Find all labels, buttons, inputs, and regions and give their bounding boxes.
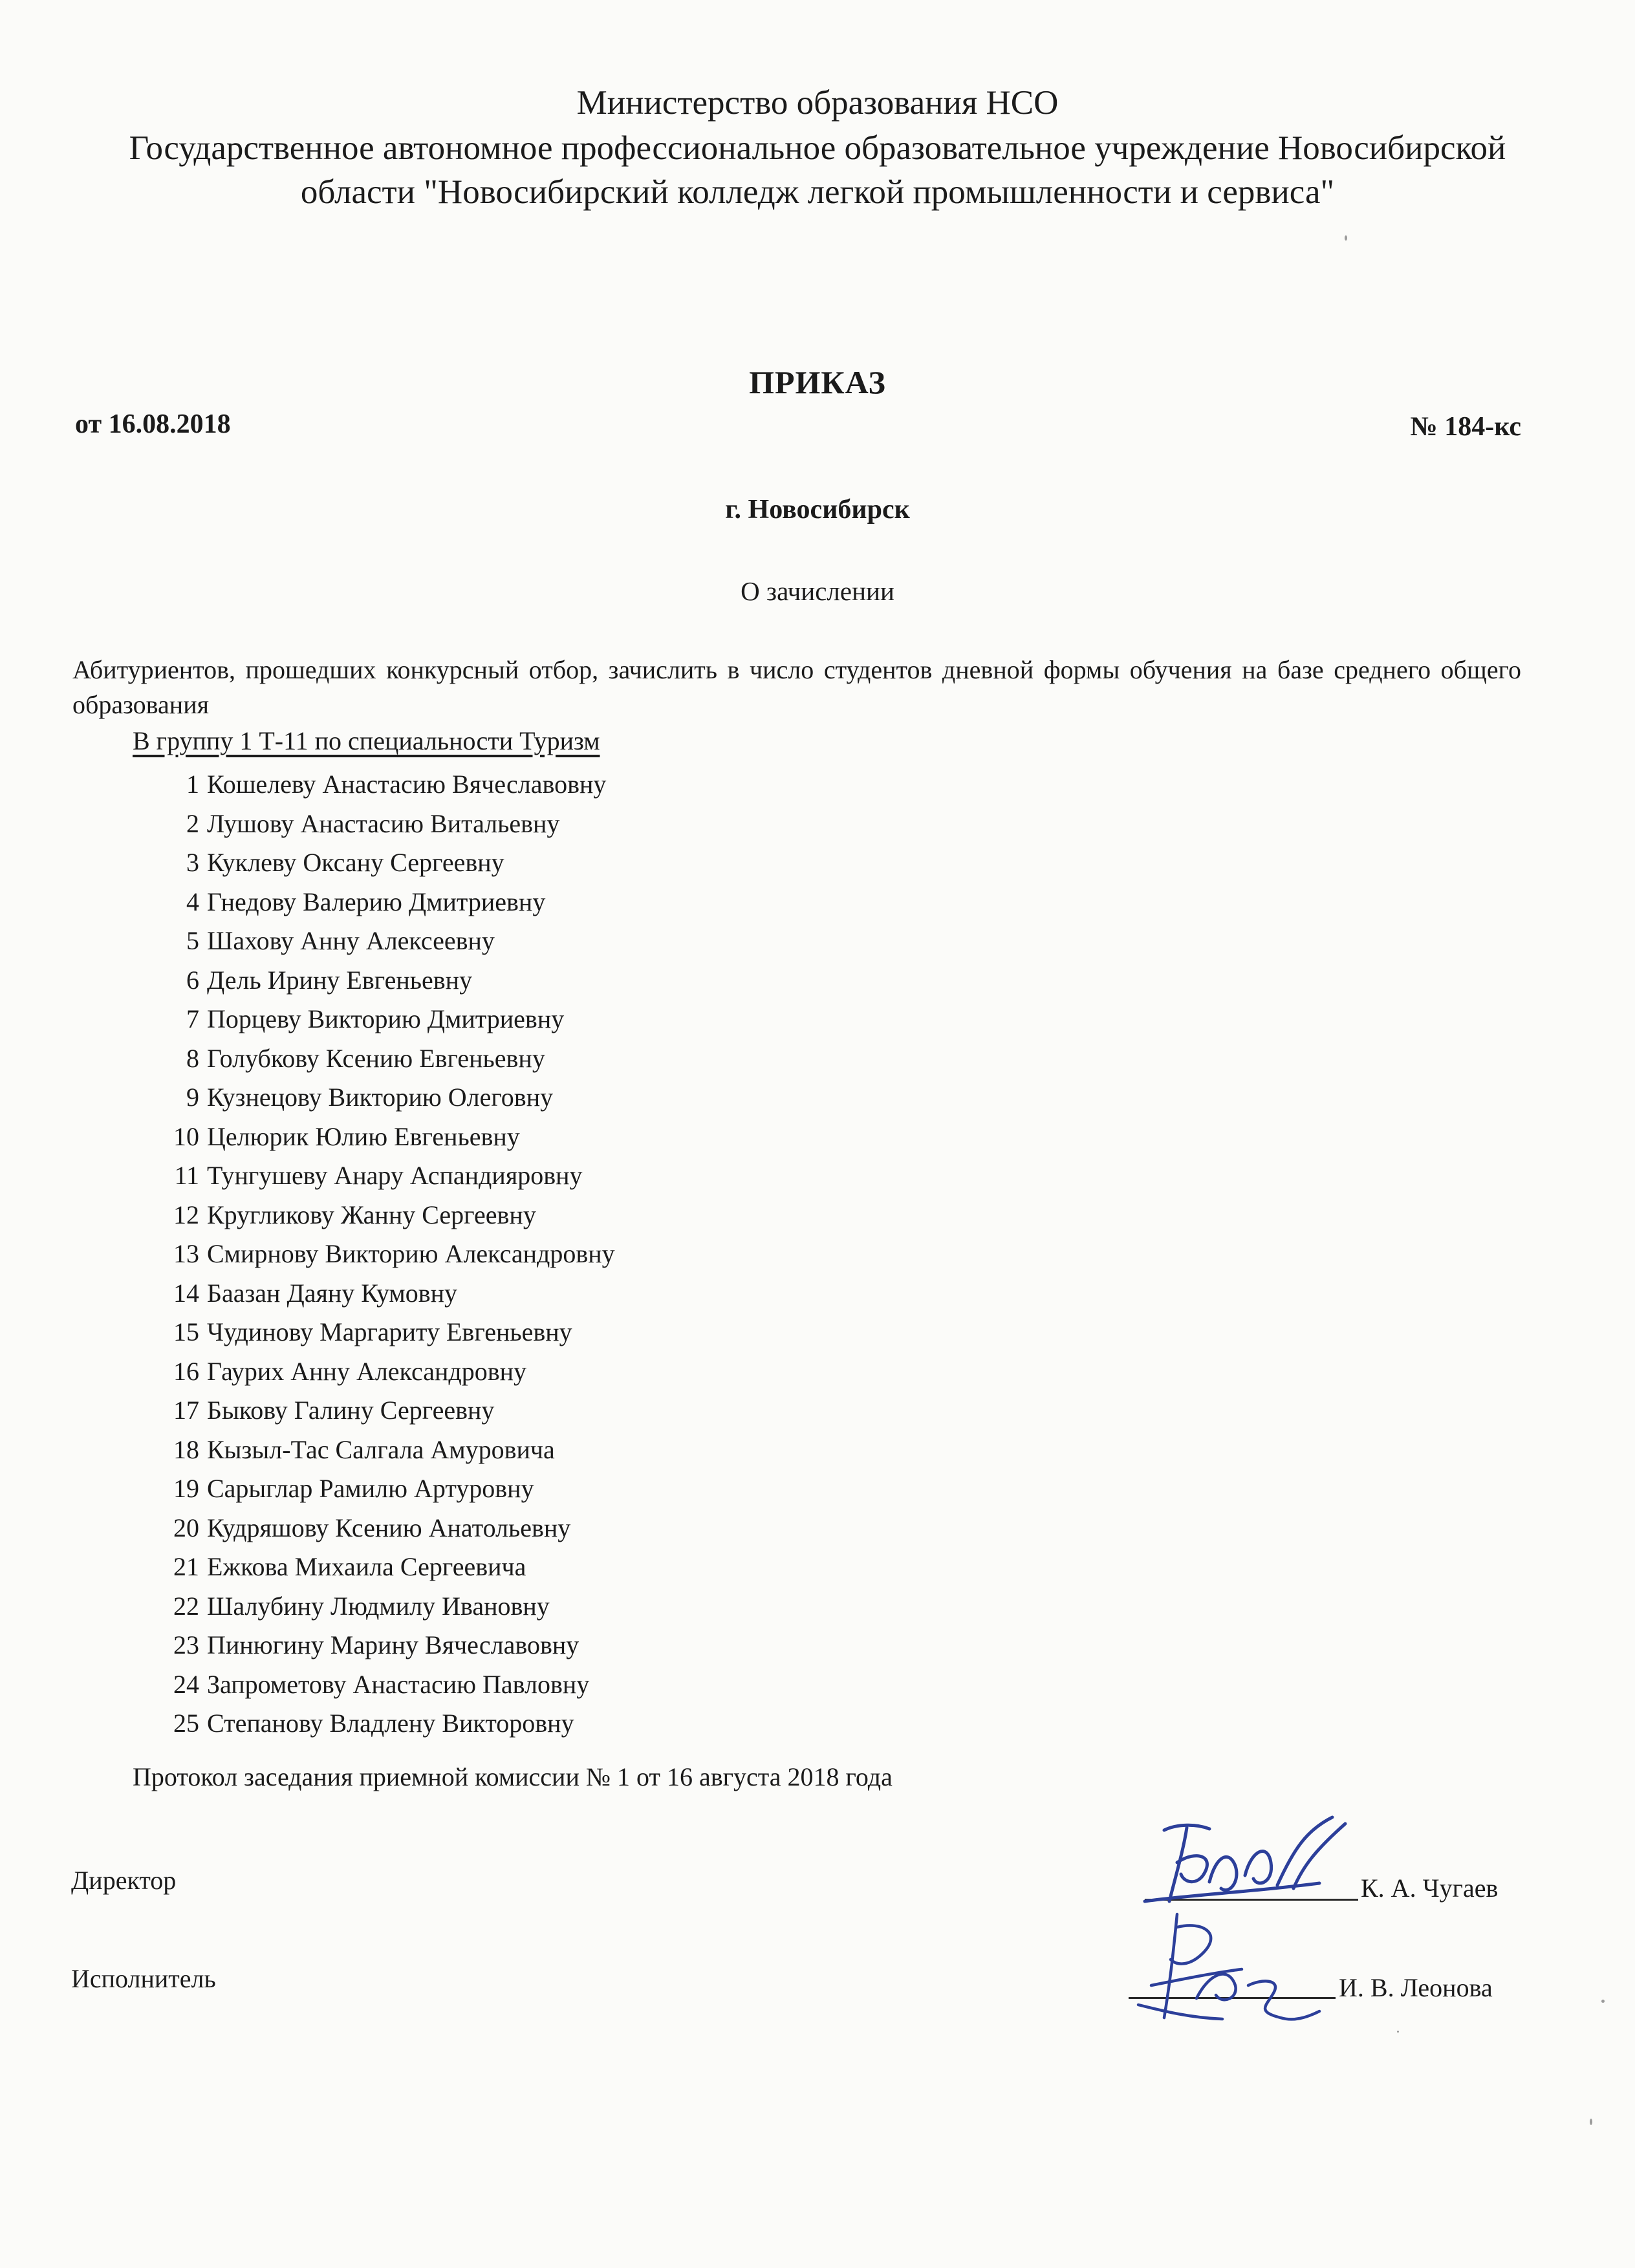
student-list-item (155, 1352, 615, 1392)
protocol-note: Протокол заседания приемной комиссии № 1 от 16 августа 2018 года (133, 1762, 893, 1791)
student-name: Гнедову Валерию Дмитриевну (207, 887, 546, 916)
student-name: Порцеву Викторию Дмитриевну (207, 1004, 565, 1033)
student-name: Куклеву Оксану Сергеевну (207, 848, 504, 877)
student-name: Голубкову Ксению Евгеньевну (207, 1043, 545, 1073)
students-list (155, 765, 615, 1744)
order-title: ПРИКАЗ (749, 364, 886, 400)
student-list-item (155, 883, 615, 922)
student-name: Пинюгину Марину Вячеславовну (207, 1630, 579, 1659)
student-number: 23 (173, 1630, 199, 1659)
student-number: 9 (186, 1083, 199, 1112)
student-number: 17 (173, 1396, 199, 1425)
student-number: 18 (173, 1434, 199, 1464)
student-list-item (155, 1665, 615, 1705)
executor-name: И. В. Леонова (1339, 1973, 1493, 2002)
student-number: 7 (186, 1004, 199, 1033)
student-number: 6 (186, 965, 199, 995)
student-list-item (155, 1509, 615, 1548)
student-list-item (155, 1078, 615, 1118)
student-number: 19 (173, 1474, 199, 1503)
student-name: Ежкова Михаила Сергеевича (207, 1552, 526, 1581)
student-number: 25 (173, 1709, 199, 1738)
institution-line-1: Государственное автономное профессиональное образовательное учреждение Новосибирской (129, 129, 1506, 167)
order-subject: О зачислении (741, 576, 894, 606)
student-number: 2 (186, 808, 199, 838)
student-name: Целюрик Юлию Евгеньевну (207, 1121, 520, 1151)
student-list-item (155, 1431, 615, 1470)
student-list-item (155, 961, 615, 1000)
ministry-heading: Министерство образования НСО (576, 84, 1059, 122)
student-number: 11 (174, 1161, 199, 1190)
student-list-item (155, 1548, 615, 1587)
student-name: Кругликову Жанну Сергеевну (207, 1200, 536, 1229)
student-name: Кызыл-Тас Салгала Амуровича (207, 1434, 555, 1464)
order-city: г. Новосибирск (725, 495, 910, 524)
student-list-item (155, 1704, 615, 1744)
institution-line-2: области "Новосибирский колледж легкой промышленности и сервиса" (300, 173, 1335, 211)
order-number: № 184-кс (1410, 412, 1521, 442)
student-list-item (155, 1039, 615, 1079)
student-list-item (155, 765, 615, 805)
student-number: 21 (173, 1552, 199, 1581)
order-date: от 16.08.2018 (75, 409, 231, 439)
student-name: Чудинову Маргариту Евгеньевну (207, 1317, 572, 1346)
group-heading: В группу 1 Т-11 по специальности Туризм (133, 726, 600, 755)
student-list-item (155, 1118, 615, 1157)
executor-label: Исполнитель (71, 1964, 216, 1993)
student-list-item (155, 1587, 615, 1626)
student-name: Лушову Анастасию Витальевну (207, 808, 560, 838)
student-number: 12 (173, 1200, 199, 1229)
student-name: Гаурих Анну Александровну (207, 1356, 527, 1386)
student-name: Кошелеву Анастасию Вячеславовну (207, 770, 607, 799)
executor-handwritten-signature (1125, 1908, 1332, 2031)
student-name: Баазан Даяну Кумовну (207, 1278, 458, 1308)
student-number: 13 (173, 1239, 199, 1268)
student-name: Шахову Анну Алексеевну (207, 926, 495, 955)
student-list-item (155, 805, 615, 844)
student-list-item (155, 922, 615, 961)
student-list-item (155, 843, 615, 883)
director-name: К. А. Чугаев (1361, 1874, 1499, 1903)
scan-speck (1397, 2031, 1399, 2033)
student-name: Степанову Владлену Викторовну (207, 1709, 574, 1738)
student-name: Кудряшову Ксению Анатольевну (207, 1513, 571, 1542)
student-list-item (155, 1235, 615, 1274)
scan-speck (1590, 2119, 1592, 2125)
student-list-item (155, 1469, 615, 1509)
student-list-item (155, 1156, 615, 1196)
scan-speck (1601, 2000, 1605, 2003)
student-number: 8 (186, 1043, 199, 1073)
director-label: Директор (71, 1866, 177, 1895)
student-number: 24 (173, 1669, 199, 1699)
student-number: 1 (186, 770, 199, 799)
student-number: 3 (186, 848, 199, 877)
student-number: 5 (186, 926, 199, 955)
student-number: 16 (173, 1356, 199, 1386)
student-list-item (155, 1391, 615, 1431)
student-list-item (155, 1626, 615, 1665)
student-name: Кузнецову Викторию Олеговну (207, 1083, 554, 1112)
student-number: 22 (173, 1591, 199, 1621)
student-name: Запрометову Анастасию Павловну (207, 1669, 590, 1699)
student-number: 10 (173, 1121, 199, 1151)
student-number: 4 (186, 887, 199, 916)
student-list-item (155, 1000, 615, 1039)
student-name: Шалубину Людмилу Ивановну (207, 1591, 550, 1621)
student-number: 20 (173, 1513, 199, 1542)
intro-paragraph: Абитуриентов, прошедших конкурсный отбор, зачислить в число студентов дневной формы обучения на базе среднего общего образования (72, 655, 1521, 719)
student-name: Сарыглар Рамилю Артуровну (207, 1474, 534, 1503)
student-number: 14 (173, 1278, 199, 1308)
student-name: Быкову Галину Сергеевну (207, 1396, 495, 1425)
student-list-item (155, 1313, 615, 1352)
student-list-item (155, 1274, 615, 1313)
scan-speck (1345, 235, 1347, 241)
student-number: 15 (173, 1317, 199, 1346)
student-name: Дель Ирину Евгеньевну (207, 965, 473, 995)
student-list-item (155, 1196, 615, 1235)
student-name: Смирнову Викторию Александровну (207, 1239, 615, 1268)
student-name: Тунгушеву Анару Аспандияровну (207, 1161, 583, 1190)
